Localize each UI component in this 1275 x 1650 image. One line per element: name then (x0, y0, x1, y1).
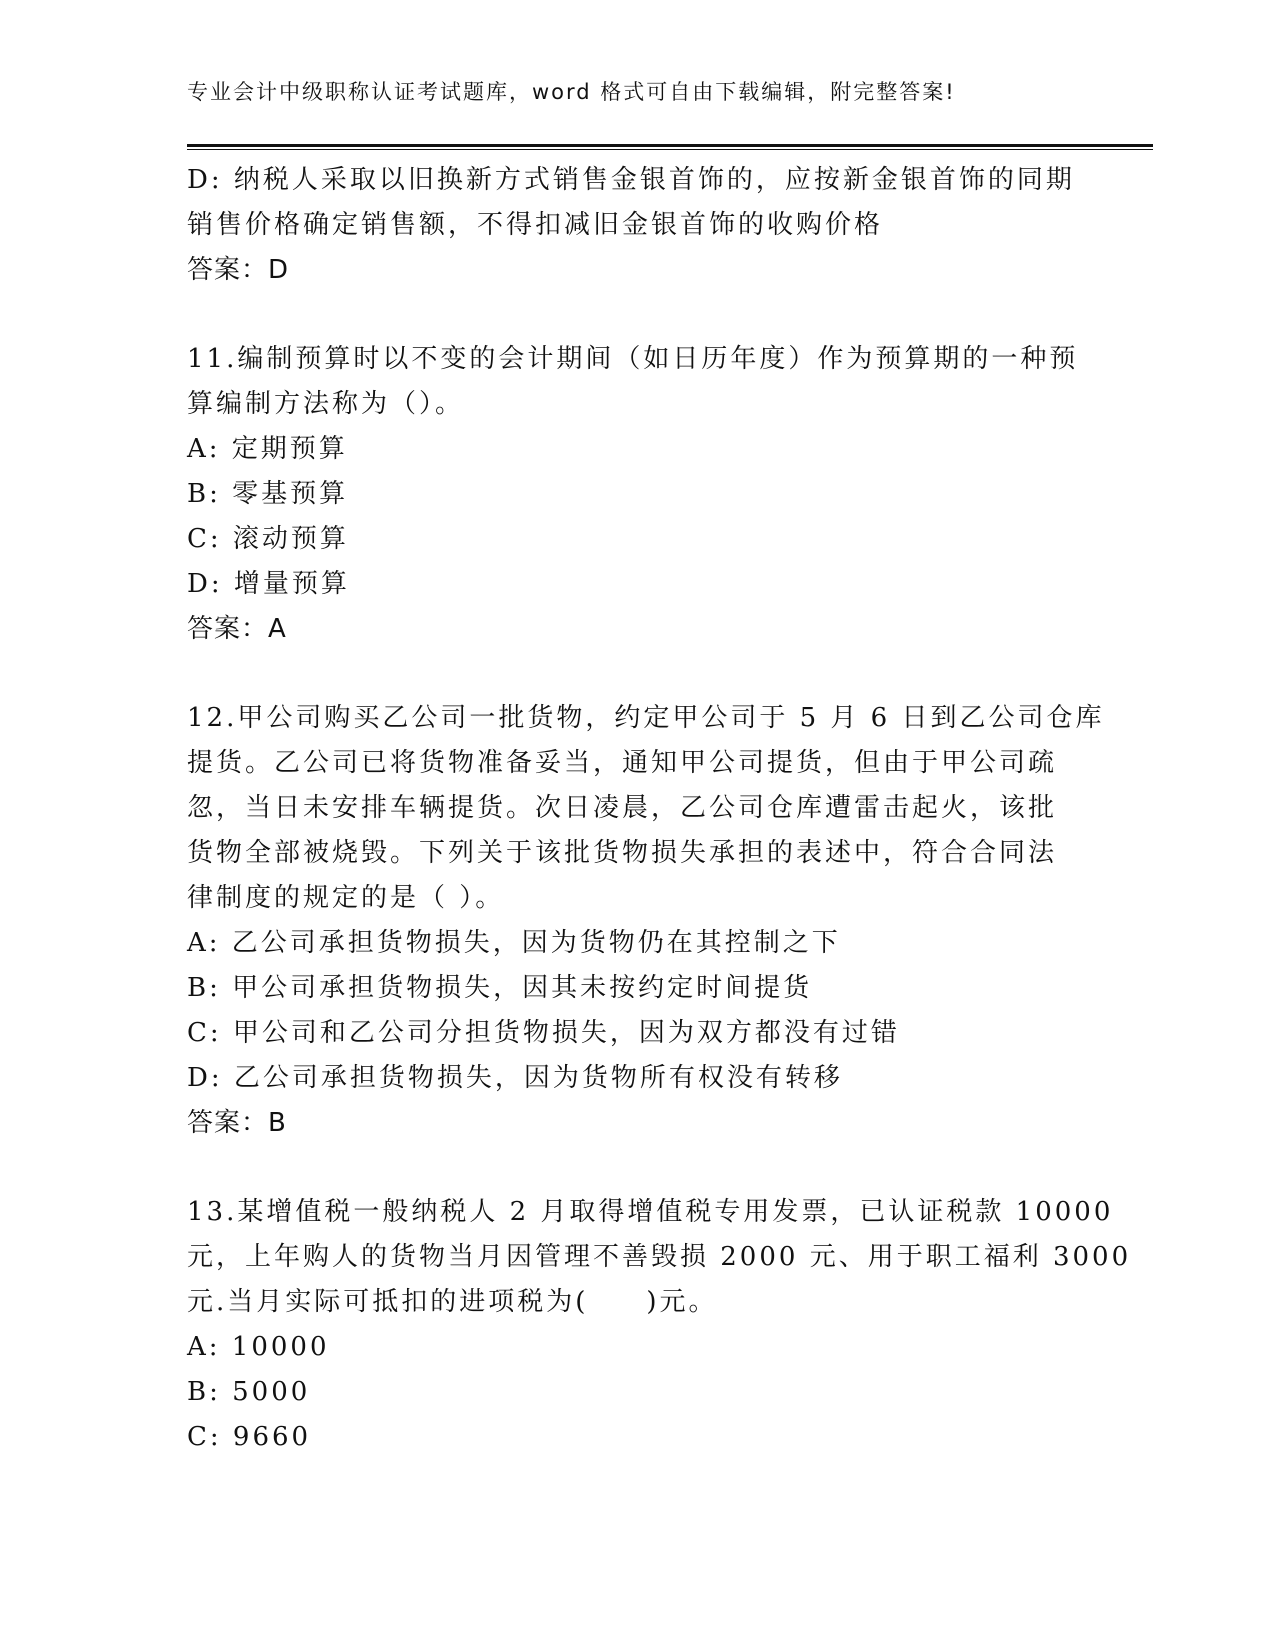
question-stem-line: 13.某增值税一般纳税人 2 月取得增值税专用发票，已认证税款 10000 (187, 1197, 1114, 1227)
question-stem-line: 提货。乙公司已将货物准备妥当，通知甲公司提货，但由于甲公司疏 (187, 748, 1058, 778)
option-line: 销售价格确定销售额，不得扣减旧金银首饰的收购价格 (187, 210, 884, 240)
header-rule-thick (187, 144, 1153, 147)
question-stem-line: 12.甲公司购买乙公司一批货物，约定甲公司于 5 月 6 日到乙公司仓库 (187, 703, 1105, 733)
question-12 (187, 696, 1105, 1146)
question-stem-line: 忽，当日未安排车辆提货。次日凌晨，乙公司仓库遭雷击起火，该批 (187, 793, 1058, 823)
question-stem-line: 元，上年购人的货物当月因管理不善毁损 2000 元、用于职工福利 3000 (187, 1242, 1132, 1272)
option-c: C: 甲公司和乙公司分担货物损失，因为双方都没有过错 (187, 1018, 900, 1048)
option-a: A: 乙公司承担货物损失，因为货物仍在其控制之下 (187, 928, 841, 958)
answer: 答案：B (187, 1108, 287, 1138)
question-13 (187, 1190, 1132, 1460)
prev-question-answer: 答案：D (187, 255, 290, 285)
option-line: D: 纳税人采取以旧换新方式销售金银首饰的，应按新金银首饰的同期 (187, 165, 1075, 195)
option-d: D: 增量预算 (187, 569, 350, 599)
header-rule-thin (187, 149, 1153, 150)
answer: 答案：A (187, 614, 287, 644)
spacer (187, 293, 1087, 337)
option-a: A: 10000 (187, 1332, 330, 1362)
option-b: B: 5000 (187, 1377, 311, 1407)
spacer (187, 1146, 1087, 1190)
option-d: D: 乙公司承担货物损失，因为货物所有权没有转移 (187, 1063, 843, 1093)
question-stem-line: 11.编制预算时以不变的会计期间（如日历年度）作为预算期的一种预 (187, 344, 1079, 374)
question-stem-line: 货物全部被烧毁。下列关于该批货物损失承担的表述中，符合合同法 (187, 838, 1058, 868)
option-b: B: 零基预算 (187, 479, 349, 509)
page-header: 专业会计中级职称认证考试题库，word 格式可自由下载编辑，附完整答案! (187, 80, 956, 104)
question-stem-line: 元.当月实际可抵扣的进项税为( )元。 (187, 1287, 718, 1317)
prev-question-option-d (187, 158, 1087, 248)
question-stem-line: 律制度的规定的是（ ）。 (187, 883, 505, 913)
question-stem-line: 算编制方法称为（）。 (187, 389, 465, 419)
option-c: C: 9660 (187, 1422, 312, 1452)
option-b: B: 甲公司承担货物损失，因其未按约定时间提货 (187, 973, 813, 1003)
option-c: C: 滚动预算 (187, 524, 349, 554)
question-11 (187, 337, 1087, 652)
option-a: A: 定期预算 (187, 434, 348, 464)
spacer (187, 652, 1087, 696)
question-content (187, 158, 1132, 1460)
